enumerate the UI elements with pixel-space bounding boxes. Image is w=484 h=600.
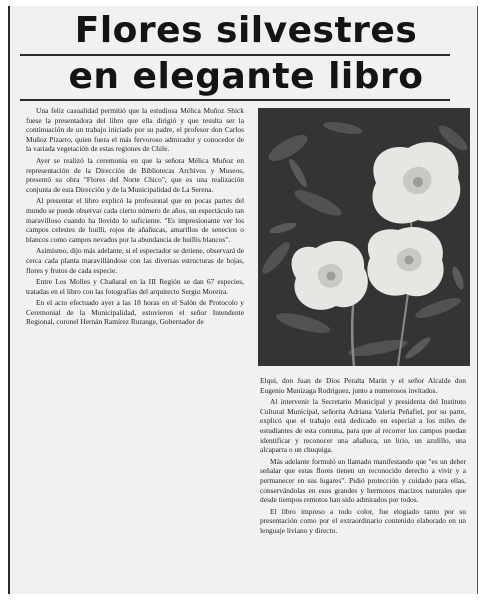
paragraph: Ayer se realizó la ceremonia en que la señora Mélica Muñoz en representación de la Dirección de Bibliotecas Archivos y Museos, presentó su obra "Flores del Norte Chico", que es una realización conjunta de esta Dirección y de la Municipalidad de La Serena. (26, 155, 244, 194)
flower-1 (372, 142, 460, 223)
paragraph: En el acto efectuado ayer a las 18 horas en el Salón de Protocolo y Ceremonial de la Municipalidad, estuvieron el señor Intendente Regional, coronel Hernán Ramírez Rurange, Gobernador de (26, 298, 244, 327)
article-column-right (260, 376, 466, 592)
flower-2 (292, 241, 368, 310)
paragraph: Elqui, don Juan de Dios Peralta Marín y el señor Alcalde don Eugenio Munizaga Rodríguez, junto a numerosos invitados. (260, 376, 466, 395)
headline-rule-bottom (20, 99, 450, 101)
paragraph: Entre Los Molles y Chañaral en la III Región se dan 67 especies, tratadas en el libro con las fotografías del arquitecto Sergio Moreira. (26, 277, 244, 296)
paragraph: Asimismo, dijo más adelante, si el espectador se detiene, observará de cerca cada planta maravillándose con las diversas estructuras de hojas, flores y frutos de cada especie. (26, 246, 244, 275)
headline-rule-top (20, 54, 450, 56)
paragraph: Una feliz casualidad permitió que la estudiosa Mélica Muñoz Shick fuese la presentadora del libro que ella dirigió y que resulta ser la continuación de un trabajo iniciado por su padre, el profesor don Carlos Muñoz Pizarro, quien fuera el más fervoroso admirador y conocedor de la variada vegetación de estas regiones de Chile. (26, 106, 244, 154)
paragraph: Al intervenir la Secretario Municipal y presidenta del Instituto Cultural Municipal, señorita Adriana Valeria Peñafiel, por su parte, explicó que el trabajo está dedicado en especial a los miles de estudiantes de esta comuna, para que al recorrer los campos puedan identificar y reconocer una añañuca, un lirio, un azulillo, una alcaparra o un chuquiga. (260, 397, 466, 455)
headline-line-2: en elegante libro (68, 56, 424, 97)
paragraph: Más adelante formuló un llamado manifestando que "es un deber señalar que estas flores tienen un reconocido derecho a vivir y a permanecer en sus lugares". Pidió protección y cuidado para ellas, conservándolas en esos grandes y hermosos macizos naturales que desde tiempos remotos han sido admirados por todos. (260, 456, 466, 505)
flower-illustration (258, 108, 470, 366)
article-column-left (26, 106, 244, 506)
headline-line-1: Flores silvestres (74, 10, 418, 51)
paragraph: Al presentar el libro explicó la profesional que en pocas partes del mundo se puede observar cada cierto número de años, un espectáculo tan maravilloso cuando ha llovido lo suficiente. "Es impresionante ver los campos celestes de huilli, rojos de añañucas, amarillos de senecios o blancos como campos nevados por la abundancia de huillis blancos". (26, 196, 244, 244)
paragraph: El libro impreso a todo color, fue elogiado tanto por su presentación como por el extraordinario contenido elaborado en un lenguaje liviano y directo. (260, 506, 466, 535)
flower-photo (258, 108, 470, 366)
flower-3 (367, 227, 443, 296)
